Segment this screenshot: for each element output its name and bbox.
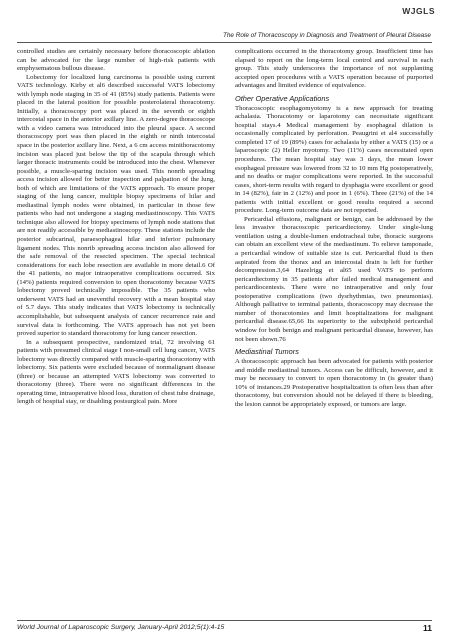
footer-citation: World Journal of Laparoscopic Surgery, January-April 2012;5(1):4-15 <box>17 624 225 631</box>
page-header <box>0 0 449 20</box>
paragraph: A thoracoscopic approach has been advocated for patients with posterior and middle mediastinal tumors. Access can be difficult, however, and it may be necessary to convert to open thoracotomy in (is greater than) 10% of instances.29 Postoperative hospitalization is often less than after thoracotomy, but conversion should not be delayed if there is bleeding, the lesion cannot be appropriately exposed, or tumors are large. <box>235 358 433 408</box>
running-title: The Role of Thoracoscopy in Diagnosis and Treatment of Pleural Disease <box>222 32 431 39</box>
left-column <box>17 48 215 407</box>
section-heading: Other Operative Applications <box>235 93 330 103</box>
paragraph: controlled studies are certainly necessary before thoracoscopic ablation can be advocated for the large number of high-risk patients with emphysematous bullous disease. <box>17 48 215 73</box>
header-rule <box>17 42 432 43</box>
right-column <box>235 48 433 409</box>
footer-rule <box>17 620 432 621</box>
page-number: 11 <box>423 623 432 633</box>
section-heading: Mediastinal Tumors <box>235 347 299 357</box>
paragraph: Pericardial effusions, malignant or benign, can be addressed by the less invasive thoracoscopic pericardiectomy. Under single-lung ventilation using a double-lumen endotracheal tube, thoracic surgeons can obtain an excellent view of the mediastinum. To relieve tamponade, a pericardial window of suitable size is cut. Pericardial fluid is then aspirated from the thorax and an intercostal drain is left for further decompression.3,64 Hazelrigg et al65 used VATS to perform pericardiectomy in 35 patients after failed medical management and pericardiocentesis. There were no intraoperative and only four postoperative complications (two dysrhythmias, two pneumonias). Although palliative to terminal patients, thoracoscopy may decrease the number of thoracotomies and limit hospitalizations for malignant pericardial disease.65,66 Its superiority to the subxiphoid pericardial window for both benign and malignant pericardial disease, however, has not been shown.76 <box>235 215 433 343</box>
paragraph: Lobectomy for localized lung carcinoma is possible using current VATS technology. Kirby et al6 described successful VATS lobectomy with lymph node staging in 35 of 41 (85%) study patients. Patients were placed in the lateral position for possible posterolateral thoracotomy. Initially, a thoracoscopy port was placed in the seventh or eighth intercostal space in the anterior axillary line. A zero-degree thoracoscope with a video camera was introduced into the pleural space. A second thoracoscopy port was then placed in the eighth or ninth intercostal space in the posterior axillary line. Next, a 6 cm access minithoracotomy incision was placed just below the tip of the scapula through which larger thoracic instruments could be introduced into the chest. Whenever possible, a muscle-sparing incision was used. This nonrib spreading access incision allowed for better inspection and palpation of the lung, both of which are limitations of the VATS approach. To ensure proper staging of the lung cancer, multiple biopsy specimens of hilar and mediastinal lymph nodes were obtained, in particular in those few patients who had not undergone a staging mediastinoscopy. This VATS technique also allowed for biopsy specimens of lymph node stations that are not readily accessible by mediastinoscopy. These stations include the posterior subcarinal, paraesophageal hilar and inferior pulmonary ligament nodes. This nonrib spreading access incision also allowed for the safe removal of the resected specimen. The special technical considerations for each lobe resection are available in more detail.6 Of the 41 patients, no major intraoperative complications occurred. Six (14%) patients required conversion to open thoracotomy because VATS lobectomy proved technically impossible. The 35 patients who underwent VATS had an uneventful recovery with a mean hospital stay of 5.7 days. This study indicates that VATS lobectomy is technically accomplishable, but subsequent analysis of cancer recurrence rate and survival data is forthcoming. The VATS approach has not yet been proved superior to standard thoracotomy for lung cancer resection. <box>17 73 215 338</box>
paragraph: complications occurred in the thoracotomy group. Insufficient time has elapsed to report on the long-term local control and survival in each group. This study underscores the importance of not supplanting accepted open procedures with a VATS operation because of purported advantages and limited evidence of equivalence. <box>235 48 433 90</box>
journal-tag: WJGLS <box>402 6 435 16</box>
paragraph: Thoracoscopic esophagomyotomy is a new approach for treating achalasia. Thoracotomy or laparotomy can necessitate significant hospital stays.4 Medical management by esophageal dilation is occasionally complicated by perforation. Peaugrini et al4 successfully completed 17 of 19 (89%) cases for achalasia by either a VATS (15) or a laparoscopic (2) Heller myotomy. Two (11%) cases necessitated open procedures. The mean hospital stay was 3 days, the mean lower esophageal pressure was lowered from 32 to 10 mm Hg postoperatively, and no deaths or major complications were reported. In the successful cases, short-term results with regard to dysphagia were excellent or good in 14 (82%), fair in 2 (12%) and poor in 1 (6%). Three (21%) of the 14 patients with initial excellent or good results required a second procedure. Long-term outcome data are not reported. <box>235 104 433 215</box>
paragraph: In a subsequent prospective, randomized trial, 72 involving 61 patients with presumed clinical stage I non-small cell lung cancer, VATS lobectomy was directly compared with muscle-sparing thoracotomy with lobectomy. Six patients were excluded because of nonmalignant disease (three) or because an attempted VATS lobectomy was converted to thoracotomy (three). There were no significant differences in the operating time, intraoperative blood loss, duration of chest tube drainage, length of hospital stay, or disabling postsurgical pain. More <box>17 338 215 406</box>
